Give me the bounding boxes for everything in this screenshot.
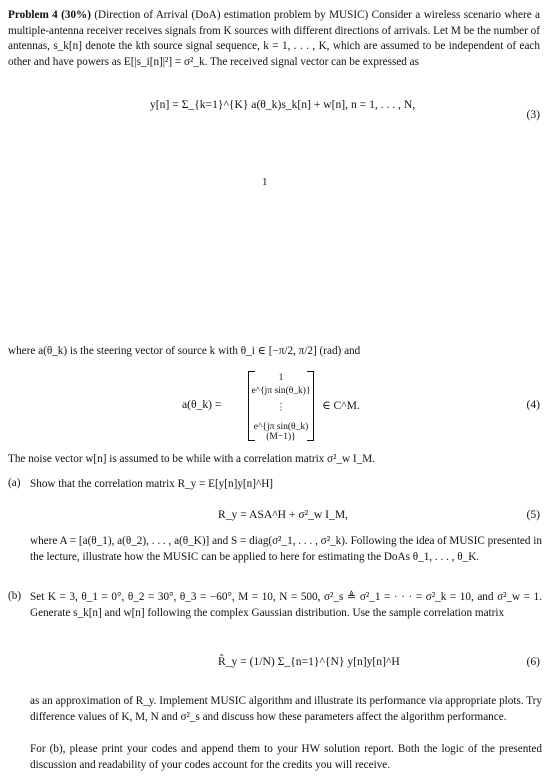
equation-4-lhs: a(θ_k) =: [182, 398, 222, 411]
problem-heading: Problem 4 (30%): [8, 9, 91, 21]
matrix-row-3: ⋮: [276, 403, 286, 413]
equation-5: R_y = ASA^H + σ²_w I_M,: [218, 508, 349, 521]
part-b-text: Set K = 3, θ_1 = 0°, θ_2 = 30°, θ_3 = −60°, M = 10, N = 500, σ²_s ≜ σ²_1 = · · · = σ²_k = 10, and σ²_w = 1. Generate s_k[n] and w[n] following the complex Gaussian distribution. Use the sample correlation matrix: [30, 591, 542, 619]
equation-3: y[n] = Σ_{k=1}^{K} a(θ_k)s_k[n] + w[n], n = 1, . . . , N,: [150, 98, 416, 111]
part-a-follow: where A = [a(θ_1), a(θ_2), . . . , a(θ_K)] and S = diag(σ²_1, . . . , σ²_k). Following the idea of MUSIC presented in the lecture, illustrate how the MUSIC can be applied to here for estimating the DoAs θ_1, . . . , θ_K.: [30, 535, 542, 563]
problem-intro: [8, 8, 540, 70]
matrix-row-1: 1: [278, 373, 284, 383]
problem-intro-text: (Direction of Arrival (DoA) estimation problem by MUSIC) Consider a wireless scenario where a multiple-antenna receiver receives signals from K sources with different directions of arrivals. Let M be the number of antennas, s_k[n] denote the kth source signal sequence, k = 1, . . . , K, which are assumed to be independent of each other and have powers as E[|s_i[n]|²] = σ²_k. The received signal vector can be expressed as: [8, 9, 540, 68]
page-number: 1: [262, 176, 268, 188]
matrix-row-4: e^{jπ sin(θ_k)(M−1)}: [253, 422, 309, 442]
part-a-text: Show that the correlation matrix R_y = E[y[n]y[n]^H]: [30, 478, 274, 490]
steering-vector-matrix: [248, 371, 314, 442]
part-b-follow: as an approximation of R_y. Implement MUSIC algorithm and illustrate its performance via appropriate plots. Try difference values of K, M, N and σ²_s and discuss how these parameters affect the algorithm performance.: [30, 695, 542, 723]
equation-3-number: (3): [526, 108, 540, 121]
part-b-final: For (b), please print your codes and append them to your HW solution report. Both the logic of the presented discussion and readability of your codes account for the credits you will receive.: [30, 743, 542, 771]
equation-4-number: (4): [526, 398, 540, 411]
matrix-row-2: e^{jπ sin(θ_k)}: [251, 386, 311, 396]
steering-intro: where a(θ_k) is the steering vector of source k with θ_i ∈ [−π/2, π/2] (rad) and: [8, 345, 361, 357]
part-a-label: (a): [8, 477, 21, 489]
equation-5-number: (5): [526, 508, 540, 521]
noise-text: The noise vector w[n] is assumed to be while with a correlation matrix σ²_w I_M.: [8, 453, 375, 465]
equation-6-number: (6): [526, 655, 540, 668]
equation-4-rhs: ∈ C^M.: [322, 399, 360, 412]
part-b-label: (b): [8, 590, 22, 602]
equation-6: R̂_y = (1/N) Σ_{n=1}^{N} y[n]y[n]^H: [218, 655, 400, 668]
